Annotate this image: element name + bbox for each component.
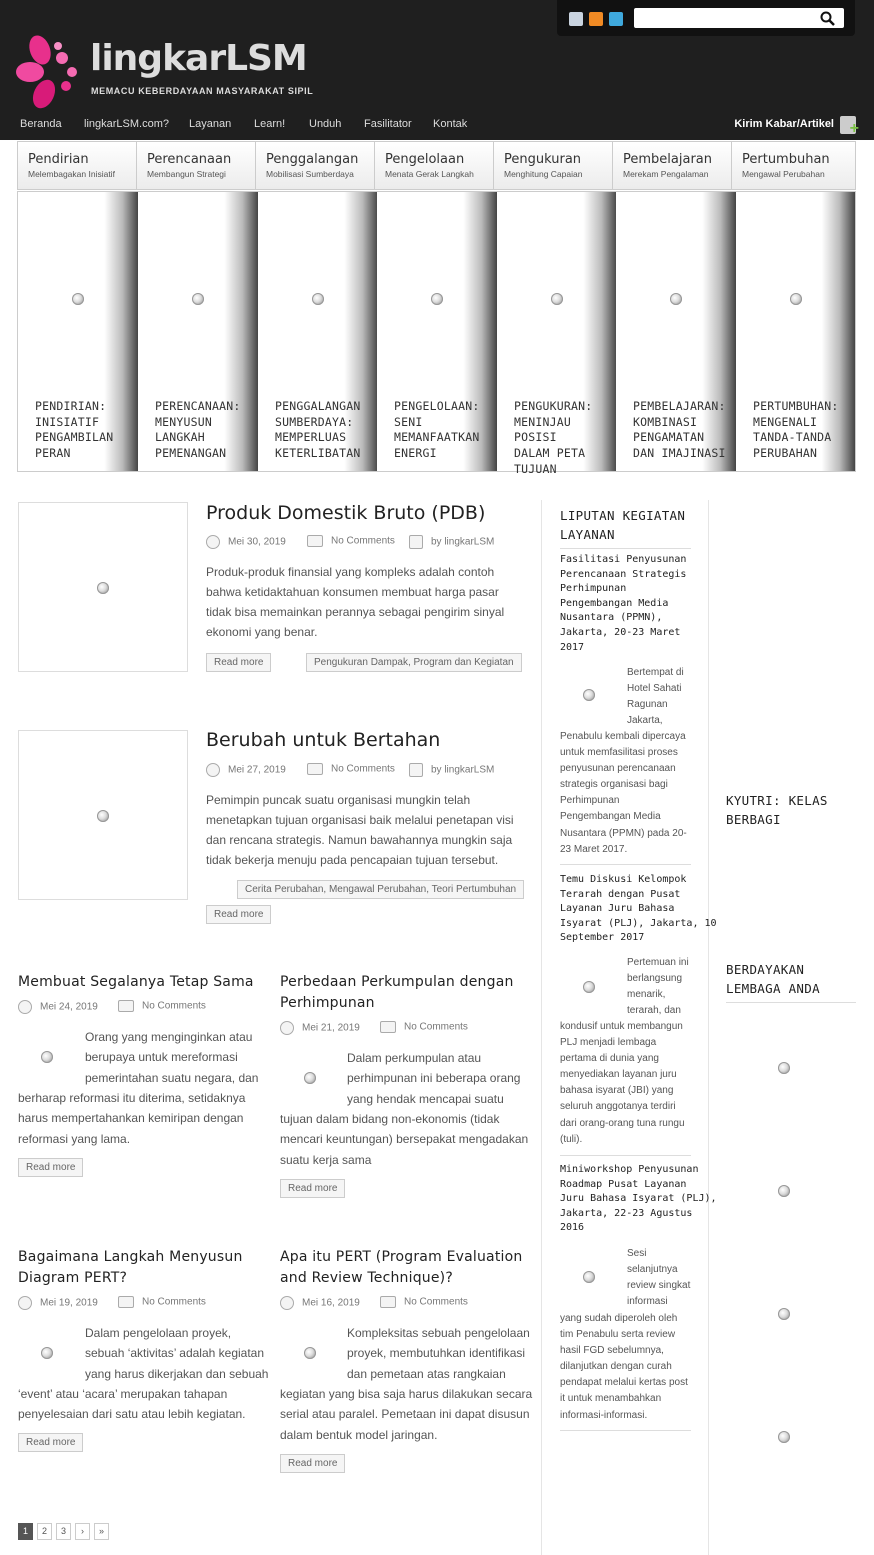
- search-icon[interactable]: [820, 11, 835, 26]
- post-excerpt: Produk-produk finansial yang kompleks adalah contoh bahwa ketidaktahuan konsumen membuat harga pasar tidak bisa memainkan perannya sebagai pengirim sinyal ekonomi yang benar.: [206, 565, 505, 639]
- column-divider: [541, 500, 542, 1555]
- loading-spinner-icon: [431, 293, 443, 305]
- loading-spinner-icon: [304, 1347, 316, 1359]
- post-title[interactable]: Perbedaan Perkumpulan dengan Perhimpunan: [280, 974, 514, 1011]
- menu-title: Pengelolaan: [385, 152, 465, 167]
- post-date: Mei 19, 2019: [18, 1296, 98, 1310]
- slide-caption: PENGELOLAAN: SENI MEMANFAATKAN ENERGI: [394, 399, 480, 461]
- nav-beranda[interactable]: Beranda: [20, 118, 62, 130]
- comment-icon: [307, 535, 323, 547]
- divider: [560, 548, 691, 549]
- post-thumbnail[interactable]: [18, 502, 188, 672]
- post-thumbnail[interactable]: [18, 730, 188, 900]
- comment-icon: [307, 763, 323, 775]
- loading-spinner-icon: [790, 293, 802, 305]
- feature-slider: [17, 191, 856, 476]
- menu-pengukuran[interactable]: [494, 142, 613, 189]
- post-date: Mei 21, 2019: [280, 1021, 360, 1035]
- page-1[interactable]: 1: [18, 1523, 33, 1540]
- post-author[interactable]: by lingkarLSM: [409, 535, 494, 549]
- post-excerpt-cont: tujuan dalam bidang non-ekonomis (tidak mencari keuntungan) bersepakat mengadakan suatu kerja sama: [280, 1112, 529, 1167]
- clock-icon: [206, 763, 220, 777]
- post-date: Mei 27, 2019: [206, 763, 286, 777]
- loading-spinner-icon: [41, 1347, 53, 1359]
- post-tags[interactable]: Cerita Perubahan, Mengawal Perubahan, Teori Pertumbuhan: [237, 880, 524, 899]
- site-header: [0, 0, 874, 140]
- logo-flower-icon: [16, 30, 80, 112]
- sidebar-item-text: Sesi selanjutnya review singkat informasi: [627, 1248, 691, 1308]
- clock-icon: [280, 1021, 294, 1035]
- post-comments[interactable]: No Comments: [380, 1021, 468, 1033]
- loading-spinner-icon: [304, 1072, 316, 1084]
- sidebar-item-text-cont: Penabulu kembali dipercaya untuk memfasilitasi proses penyusunan perencanaan strategis organisasi bagi Perhimpunan Pengembangan Media Nusantara (PPMN) pada 20- 23 Maret 2017.: [560, 731, 687, 855]
- post-comments[interactable]: No Comments: [307, 535, 395, 547]
- post-title[interactable]: Apa itu PERT (Program Evaluation and Review Technique)?: [280, 1249, 523, 1286]
- divider: [726, 1002, 856, 1003]
- menu-subtitle: Membangun Strategi: [147, 169, 226, 179]
- clock-icon: [206, 535, 220, 549]
- post-date: Mei 30, 2019: [206, 535, 286, 549]
- menu-subtitle: Menata Gerak Langkah: [385, 169, 474, 179]
- loading-spinner-icon: [670, 293, 682, 305]
- loading-spinner-icon: [583, 689, 595, 701]
- menu-pembelajaran[interactable]: [613, 142, 732, 189]
- category-menu: [17, 141, 856, 190]
- menu-pertumbuhan[interactable]: [732, 142, 855, 189]
- clock-icon: [18, 1000, 32, 1014]
- post-excerpt: Dalam perkumpulan atau perhimpunan ini beberapa orang yang hendak mencapai suatu: [347, 1051, 521, 1106]
- loading-spinner-icon: [97, 582, 109, 594]
- loading-spinner-icon: [583, 1271, 595, 1283]
- site-tagline: MEMACU KEBERDAYAAN MASYARAKAT SIPIL: [91, 86, 314, 96]
- sidebar2-heading-kyutri[interactable]: KYUTRI: KELAS BERBAGI: [726, 793, 828, 827]
- slide-caption: PENGUKURAN: MENINJAU POSISI DALAM PETA TUJUAN: [514, 399, 593, 476]
- nav-kontak[interactable]: Kontak: [433, 118, 468, 130]
- comment-icon: [380, 1296, 396, 1308]
- comment-icon: [118, 1000, 134, 1012]
- menu-subtitle: Merekam Pengalaman: [623, 169, 709, 179]
- sidebar-item-text: Bertempat di Hotel Sahati Ragunan Jakarta,: [627, 667, 684, 727]
- clock-icon: [18, 1296, 32, 1310]
- slide-pembelajaran[interactable]: [616, 192, 736, 471]
- add-article-icon[interactable]: [840, 116, 856, 134]
- slide-caption: PERENCANAAN: MENYUSUN LANGKAH PEMENANGAN: [155, 399, 241, 461]
- menu-title: Perencanaan: [147, 152, 232, 167]
- post-excerpt: Orang yang menginginkan atau berupaya untuk mereformasi pemerintahan suatu negara, dan: [85, 1030, 259, 1085]
- read-more-button[interactable]: Read more: [206, 653, 271, 672]
- slide-perencanaan[interactable]: [138, 192, 258, 471]
- user-icon: [409, 535, 423, 549]
- read-more-button[interactable]: Read more: [18, 1433, 83, 1452]
- read-more-button[interactable]: Read more: [206, 905, 271, 924]
- nav-layanan[interactable]: Layanan: [189, 118, 232, 130]
- post-title[interactable]: Berubah untuk Bertahan: [206, 729, 441, 751]
- slide-pertumbuhan[interactable]: [736, 192, 855, 471]
- sidebar-item-title[interactable]: Fasilitasi Penyusunan Perencanaan Strategis Perhimpunan Pengembangan Media Nusantara (PPMN), Jakarta, 20-23 Maret 2017: [560, 554, 687, 653]
- send-article-link[interactable]: Kirim Kabar/Artikel: [734, 118, 834, 130]
- divider: [560, 1155, 691, 1156]
- sidebar-item-text-cont: yang sudah diperoleh oleh tim Penabulu serta review hasil FGD sebelumnya, dilanjutkan dengan curah pendapat melalui kertas post it untuk menambahkan informasi-informasi.: [560, 1313, 688, 1421]
- loading-spinner-icon: [41, 1051, 53, 1063]
- menu-perencanaan[interactable]: [137, 142, 256, 189]
- slide-caption: PENGGALANGAN SUMBERDAYA: MEMPERLUAS KETERLIBATAN: [275, 399, 361, 461]
- sidebar-item-title[interactable]: Temu Diskusi Kelompok Terarah dengan Pusat Layanan Juru Bahasa Isyarat (PLJ), Jakarta, 10 September 2017: [560, 874, 717, 944]
- slide-caption: PENDIRIAN: INISIATIF PENGAMBILAN PERAN: [35, 399, 114, 461]
- search-input[interactable]: [634, 8, 844, 28]
- nav-fasilitator[interactable]: Fasilitator: [364, 118, 412, 130]
- rss-icon[interactable]: [589, 12, 603, 26]
- slide-pengukuran[interactable]: [497, 192, 617, 476]
- nav-lingkarlsm[interactable]: lingkarLSM.com?: [84, 118, 169, 130]
- slide-caption: PERTUMBUHAN: MENGENALI TANDA-TANDA PERUBAHAN: [753, 399, 839, 461]
- comment-icon: [118, 1296, 134, 1308]
- slide-pengelolaan[interactable]: [377, 192, 497, 471]
- loading-spinner-icon: [97, 810, 109, 822]
- post-excerpt-cont: kegiatan yang bisa saja harus dilakukan secara serial atau paralel. Pemetaan ini dapat disusun dalam bentuk model jaringan.: [280, 1387, 533, 1442]
- page-next[interactable]: ›: [75, 1523, 90, 1540]
- column-divider: [708, 500, 709, 1555]
- nav-learn[interactable]: Learn!: [254, 118, 286, 130]
- post-title[interactable]: Bagaimana Langkah Menyusun Diagram PERT?: [18, 1249, 243, 1286]
- loading-spinner-icon: [778, 1308, 790, 1320]
- post-comments[interactable]: No Comments: [380, 1296, 468, 1308]
- post-title[interactable]: Membuat Segalanya Tetap Sama: [18, 974, 254, 990]
- post-excerpt: Kompleksitas sebuah pengelolaan proyek, membutuhkan identifikasi dan pemetaan atas rangkaian: [347, 1326, 530, 1381]
- post-comments[interactable]: No Comments: [118, 1296, 206, 1308]
- nav-unduh[interactable]: Unduh: [309, 118, 342, 130]
- twitter-icon[interactable]: [609, 12, 623, 26]
- loading-spinner-icon: [192, 293, 204, 305]
- sidebar-item-title[interactable]: Miniworkshop Penyusunan Roadmap Pusat Layanan Juru Bahasa Isyarat (PLJ), Jakarta, 22-23 Agustus 2016: [560, 1164, 717, 1234]
- user-icon: [409, 763, 423, 777]
- menu-title: Pendirian: [28, 152, 89, 167]
- menu-subtitle: Mengawal Perubahan: [742, 169, 825, 179]
- menu-title: Pertumbuhan: [742, 152, 830, 167]
- post-title[interactable]: Produk Domestik Bruto (PDB): [206, 502, 486, 524]
- post-excerpt: Pemimpin puncak suatu organisasi mungkin telah menetapkan tujuan organisasi baik melalui penetapan visi dan rencana strategis. Namun bawahannya mungkin saja tidak bekerja menuju pada pencapaian tujuan tersebut.: [206, 793, 514, 867]
- comment-icon: [380, 1021, 396, 1033]
- menu-pengelolaan[interactable]: [375, 142, 494, 189]
- clock-icon: [280, 1296, 294, 1310]
- slide-caption: PEMBELAJARAN: KOMBINASI PENGAMATAN DAN IMAJINASI: [633, 399, 726, 461]
- post-excerpt-cont: berharap reformasi itu diterima, setidaknya harus mempertahankan kemiripan dengan reformasi yang lama.: [18, 1091, 246, 1146]
- loading-spinner-icon: [312, 293, 324, 305]
- menu-subtitle: Melembagakan Inisiatif: [28, 169, 115, 179]
- menu-penggalangan[interactable]: [256, 142, 375, 189]
- logo-text[interactable]: lingkarLSM: [90, 38, 307, 79]
- post-excerpt: Dalam pengelolaan proyek, sebuah ‘aktivitas’ adalah kegiatan yang harus dikerjakan dan sebuah: [85, 1326, 269, 1381]
- slide-penggalangan[interactable]: [258, 192, 378, 471]
- loading-spinner-icon: [551, 293, 563, 305]
- page-2[interactable]: 2: [37, 1523, 52, 1540]
- post-excerpt-cont: ‘event’ atau ‘acara’ merupakan tahapan penyelesaian dari satu atau lebih kegiatan.: [18, 1387, 246, 1422]
- loading-spinner-icon: [583, 981, 595, 993]
- loading-spinner-icon: [778, 1062, 790, 1074]
- email-icon[interactable]: [569, 12, 583, 26]
- page-3[interactable]: 3: [56, 1523, 71, 1540]
- sidebar-item-text-cont: kondusif untuk membangun PLJ menjadi lembaga pertama di dunia yang menyediakan layanan juru bahasa isyarat (JBI) yang seluruh anggotanya terdiri dari orang-orang tuna rungu (tuli).: [560, 1021, 685, 1145]
- read-more-button[interactable]: Read more: [280, 1179, 345, 1198]
- divider: [560, 1430, 691, 1431]
- menu-pendirian[interactable]: [18, 142, 137, 189]
- menu-subtitle: Menghitung Capaian: [504, 169, 583, 179]
- sidebar-heading: LIPUTAN KEGIATAN LAYANAN: [560, 508, 686, 542]
- sidebar2-heading-berdayakan: BERDAYAKAN LEMBAGA ANDA: [726, 962, 820, 996]
- post-comments[interactable]: No Comments: [307, 763, 395, 775]
- post-author[interactable]: by lingkarLSM: [409, 763, 494, 777]
- loading-spinner-icon: [778, 1431, 790, 1443]
- menu-title: Pembelajaran: [623, 152, 712, 167]
- read-more-button[interactable]: Read more: [18, 1158, 83, 1177]
- page-last[interactable]: »: [94, 1523, 109, 1540]
- post-comments[interactable]: No Comments: [118, 1000, 206, 1012]
- post-date: Mei 24, 2019: [18, 1000, 98, 1014]
- menu-title: Penggalangan: [266, 152, 359, 167]
- loading-spinner-icon: [778, 1185, 790, 1197]
- read-more-button[interactable]: Read more: [280, 1454, 345, 1473]
- loading-spinner-icon: [72, 293, 84, 305]
- post-tags[interactable]: Pengukuran Dampak, Program dan Kegiatan: [306, 653, 522, 672]
- sidebar-item-text: Pertemuan ini berlangsung menarik, terarah, dan: [627, 957, 689, 1017]
- post-date: Mei 16, 2019: [280, 1296, 360, 1310]
- menu-title: Pengukuran: [504, 152, 582, 167]
- slide-pendirian[interactable]: [18, 192, 138, 471]
- menu-subtitle: Mobilisasi Sumberdaya: [266, 169, 354, 179]
- divider: [560, 864, 691, 865]
